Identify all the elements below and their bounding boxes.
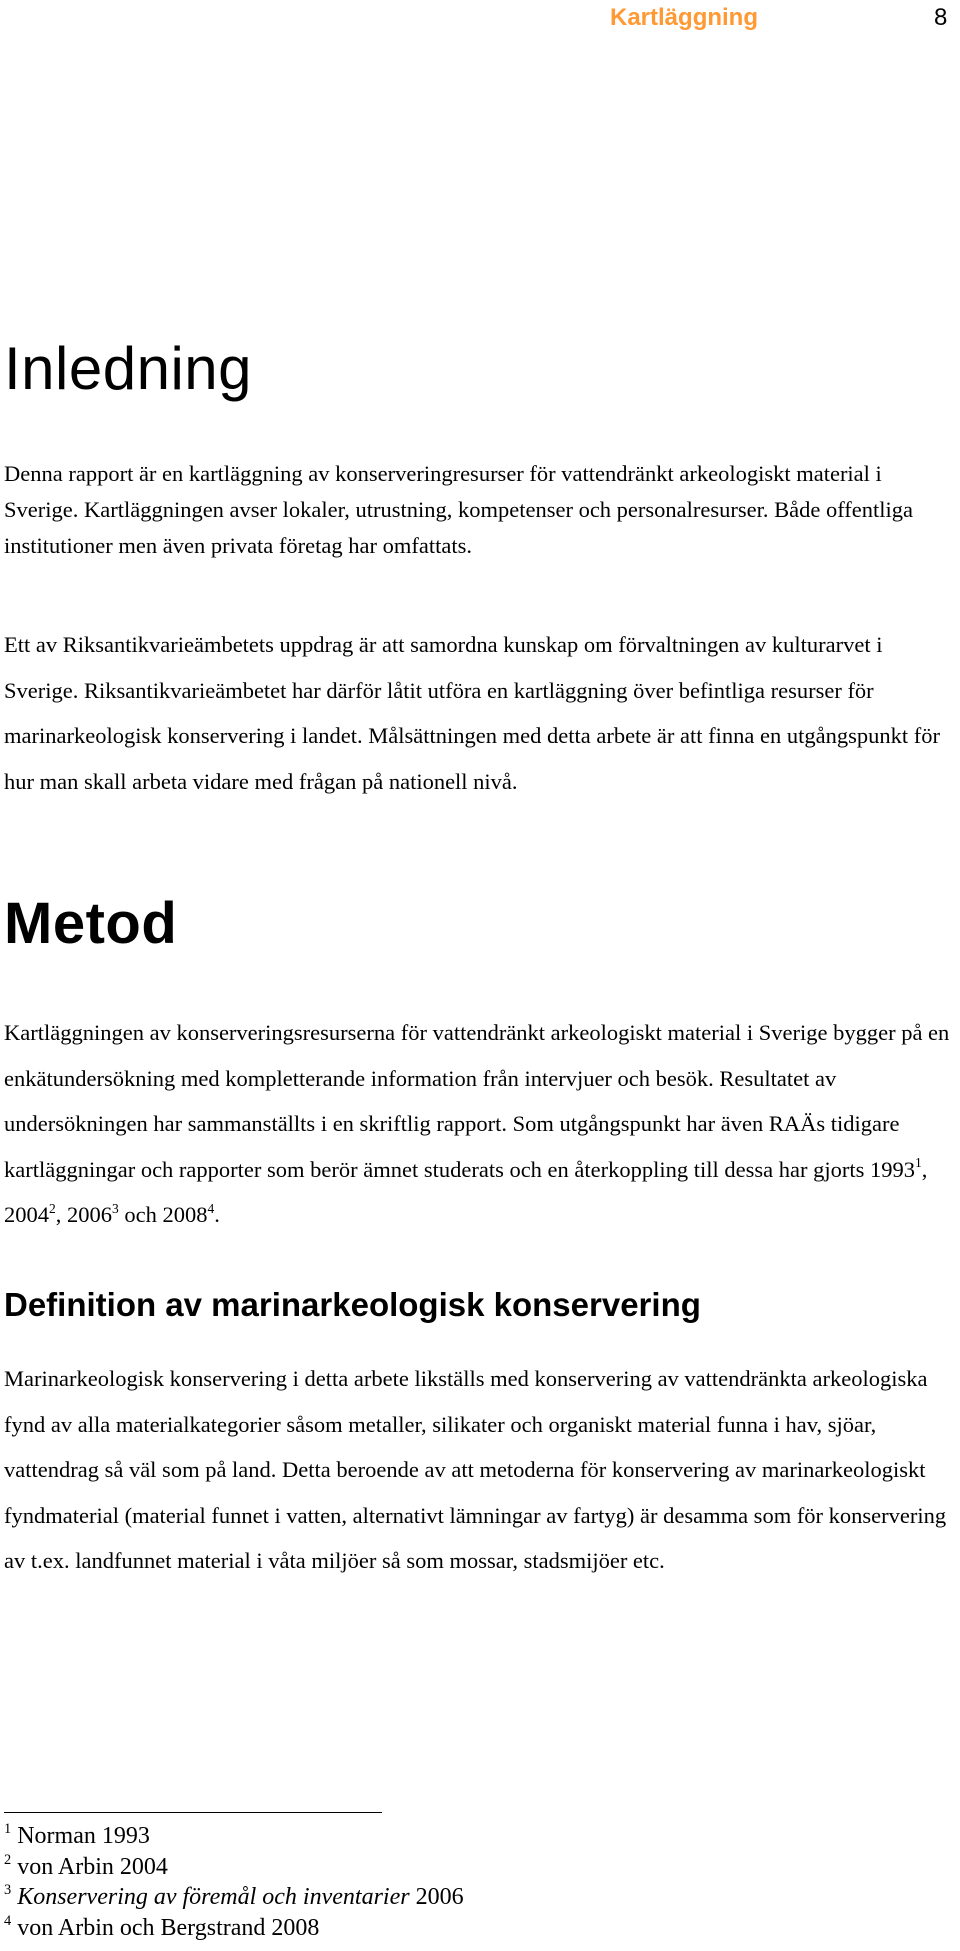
ref-year: 1993 <box>870 1156 915 1182</box>
footnote <box>4 1821 464 1852</box>
footnote-text: Norman 1993 <box>17 1823 150 1849</box>
definition-paragraph: Marinarkeologisk konservering i detta arbete likställs med konservering av vattendränkta arkeologiska fynd av alla materialkategorier såsom metaller, silikater och organiskt material funna i hav, sjöar, vattendrag så väl som på land. Detta beroende av att metoderna för konservering av marinarkeologiskt fyndmaterial (material funnet i vatten, alternativt lämningar av fartyg) är desamma som för konservering av t.ex. landfunnet material i våta miljöer så som mossar, stadsmijöer etc. <box>4 1366 947 1573</box>
footnote <box>4 1882 464 1913</box>
intro-paragraph-2: Ett av Riksantikvarieämbetets uppdrag är att samordna kunskap om förvaltningen av kulturarvet i Sverige. Riksantikvarieämbetet har därför låtit utföra en kartläggning över befintliga resurser för marinarkeologisk konservering i landet. Målsättningen med detta arbete är att finna en utgångspunkt för hur man skall arbeta vidare med frågan på nationell nivå. <box>4 632 940 794</box>
intro-paragraph-1: Denna rapport är en kartläggning av konserveringresurser för vattendränkt arkeologiskt material i Sverige. Kartläggningen avser lokaler, utrustning, kompetenser och personalresurser. Både offentliga institutioner men även privata företag har omfattats. <box>4 461 914 558</box>
footnote-text: von Arbin och Bergstrand 2008 <box>17 1914 320 1941</box>
footnote-ref-mark[interactable]: 3 <box>112 1200 119 1216</box>
running-header-title: Kartläggning <box>610 4 758 31</box>
footnote-mark: 3 <box>4 1882 12 1898</box>
ref-year: 2004 <box>4 1202 49 1227</box>
footnote-text: von Arbin 2004 <box>17 1853 168 1880</box>
ref-prefix: , <box>55 1202 67 1227</box>
ref-prefix: , <box>921 1156 928 1182</box>
footnote-separator <box>4 1812 382 1813</box>
footnote-text-after: 2006 <box>409 1884 464 1910</box>
heading-metod: Metod <box>4 891 178 956</box>
method-paragraph-text: Kartläggningen av konserveringsresurserna för vattendränkt arkeologiskt material i Sverige bygger på en enkätundersökning med kompletterande information från intervjuer och besök. Resultatet av undersökningen har sammanställts i en skriftlig rapport. Som utgångspunkt har även RAÄs tidigare kartläggningar och rapporter som berör ämnet studerats och en återkoppling till dessa har gjorts <box>4 1020 950 1182</box>
footnote-mark: 4 <box>4 1912 12 1929</box>
footnote-ref-mark[interactable]: 2 <box>49 1200 56 1216</box>
ref-year: 2008 <box>162 1202 208 1227</box>
method-paragraph <box>4 1010 954 1238</box>
heading-inledning: Inledning <box>4 335 253 402</box>
footnote <box>4 1913 464 1944</box>
ref-year: 2006 <box>67 1202 112 1227</box>
footnote <box>4 1852 464 1883</box>
footnote-mark: 2 <box>4 1851 12 1868</box>
footnote-ref-mark[interactable]: 1 <box>915 1155 922 1170</box>
page-number: 8 <box>934 4 948 31</box>
footnotes <box>4 1821 464 1943</box>
footnote-italic-title: Konservering av föremål och inventarier <box>17 1884 410 1910</box>
footnote-ref-mark[interactable]: 4 <box>207 1200 215 1216</box>
heading-definition: Definition av marinarkeologisk konservering <box>4 1286 701 1323</box>
ref-prefix: och <box>118 1202 163 1227</box>
footnote-mark: 1 <box>4 1821 12 1837</box>
method-paragraph-end: . <box>214 1202 220 1227</box>
